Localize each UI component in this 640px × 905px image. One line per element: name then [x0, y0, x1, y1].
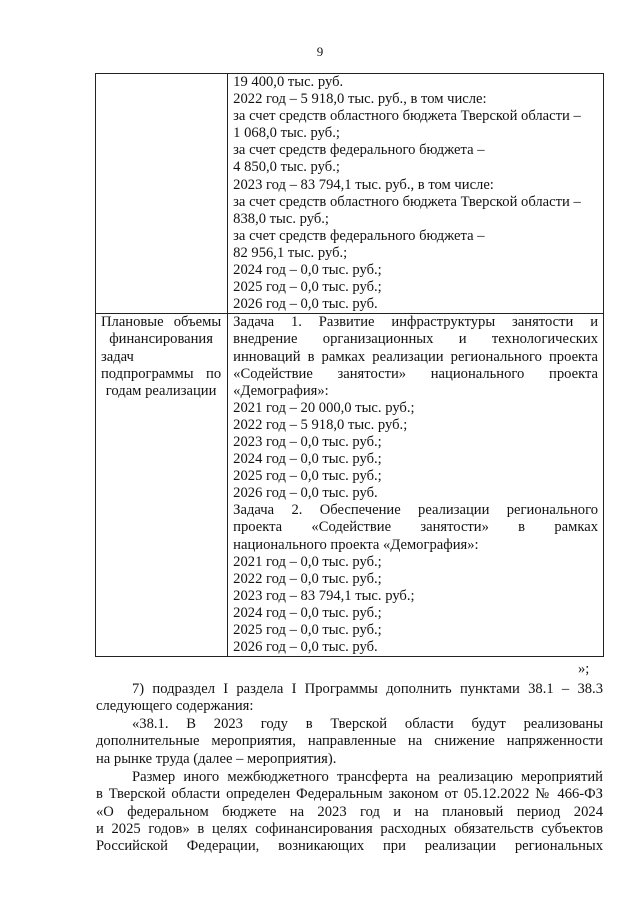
table-cell-funding-by-year: [228, 74, 604, 314]
table-line: 2024 год – 0,0 тыс. руб.;: [233, 604, 382, 621]
table-line: 82 956,1 тыс. руб.;: [233, 244, 348, 261]
paragraph-transfer-amount: [96, 769, 603, 855]
table-line: 2022 год – 0,0 тыс. руб.;: [233, 570, 382, 587]
row-label-line: задач: [101, 348, 134, 365]
paragraph-line: 7) подраздел I раздела I Программы дополнить пунктами 38.1 – 38.3: [132, 681, 603, 697]
table-line: за счет средств федерального бюджета –: [233, 142, 485, 159]
table-line: 19 400,0 тыс. руб.: [233, 74, 344, 90]
table-cell-tasks-funding: [228, 314, 604, 657]
table-line: национального проекта «Демография»:: [233, 536, 479, 553]
table-line: 2023 год – 83 794,1 тыс. руб.;: [233, 587, 415, 604]
paragraph-line: «38.1. В 2023 году в Тверской области будут реализованы: [132, 716, 603, 732]
paragraph-line: «О федеральном бюджете на 2023 год и на плановый период 2024: [96, 803, 603, 820]
closing-quote: »;: [578, 661, 590, 677]
page-number: 9: [316, 44, 324, 59]
row-label-line: Плановые объемы: [101, 314, 222, 331]
table-line: 2023 год – 0,0 тыс. руб.;: [233, 433, 382, 450]
row-label-line: финансирования: [109, 331, 213, 348]
paragraph-line: на рынке труда (далее – мероприятия).: [96, 750, 337, 767]
table-line: Задача 2. Обеспечение реализации регионального: [233, 502, 598, 519]
table-line: 2026 год – 0,0 тыс. руб.: [233, 485, 378, 502]
paragraph-item-7: [96, 681, 603, 716]
row-label-line: годам реализации: [105, 382, 217, 399]
table-line: 838,0 тыс. руб.;: [233, 210, 329, 227]
table-line: 2022 год – 5 918,0 тыс. руб.;: [233, 416, 408, 433]
table-line: 2023 год – 83 794,1 тыс. руб., в том числе:: [233, 176, 494, 193]
table-line: 2025 год – 0,0 тыс. руб.;: [233, 622, 382, 638]
paragraph-line: Российской Федерации, возникающих при реализации региональных: [96, 838, 603, 855]
table-line: за счет средств федерального бюджета –: [233, 227, 485, 244]
program-funding-table: [95, 73, 604, 657]
table-line: 2024 год – 0,0 тыс. руб.;: [233, 262, 382, 279]
paragraph-line: Размер иного межбюджетного трансферта на реализацию мероприятий: [132, 769, 603, 785]
table-line: 2024 год – 0,0 тыс. руб.;: [233, 451, 382, 468]
table-row-planned-volumes: [96, 314, 604, 657]
table-line: внедрение организационных и технологических: [233, 331, 598, 348]
paragraph-line: дополнительные мероприятия, направленные на снижение напряженности: [96, 733, 603, 750]
table-cell-empty: [96, 74, 228, 314]
table-line: «Демография»:: [233, 382, 329, 399]
table-line: «Содействие занятости» национального проекта: [233, 365, 598, 382]
table-line: за счет средств областного бюджета Тверской области –: [233, 108, 581, 125]
table-line: проекта «Содействие занятости» в рамках: [233, 519, 598, 536]
table-line: 2025 год – 0,0 тыс. руб.;: [233, 468, 382, 485]
row-label-line: подпрограммы по: [101, 365, 222, 382]
paragraph-38-1: [96, 716, 603, 768]
paragraph-line: следующего содержания:: [96, 698, 254, 715]
table-cell-row-label: [96, 314, 228, 657]
table-row-continued-funding: [96, 74, 604, 314]
table-line: 1 068,0 тыс. руб.;: [233, 125, 340, 142]
paragraph-line: в Тверской области определен Федеральным законом от 05.12.2022 № 466-ФЗ: [96, 786, 603, 803]
table-line: Задача 1. Развитие инфраструктуры занятости и: [233, 314, 598, 331]
table-line: 2026 год – 0,0 тыс. руб.: [233, 639, 378, 656]
table-line: 2025 год – 0,0 тыс. руб.;: [233, 279, 382, 296]
table-line: 2026 год – 0,0 тыс. руб.: [233, 296, 378, 313]
table-line: 2022 год – 5 918,0 тыс. руб., в том числе:: [233, 91, 487, 108]
table-line: 4 850,0 тыс. руб.;: [233, 159, 340, 176]
table-line: 2021 год – 20 000,0 тыс. руб.;: [233, 399, 415, 416]
table-line: 2021 год – 0,0 тыс. руб.;: [233, 553, 382, 570]
table-line: инноваций в рамках реализации регионального проекта: [233, 348, 598, 365]
table-line: за счет средств областного бюджета Тверской области –: [233, 193, 581, 210]
paragraph-line: и 2025 годов» в целях софинансирования расходных обязательств субъектов: [96, 820, 603, 837]
